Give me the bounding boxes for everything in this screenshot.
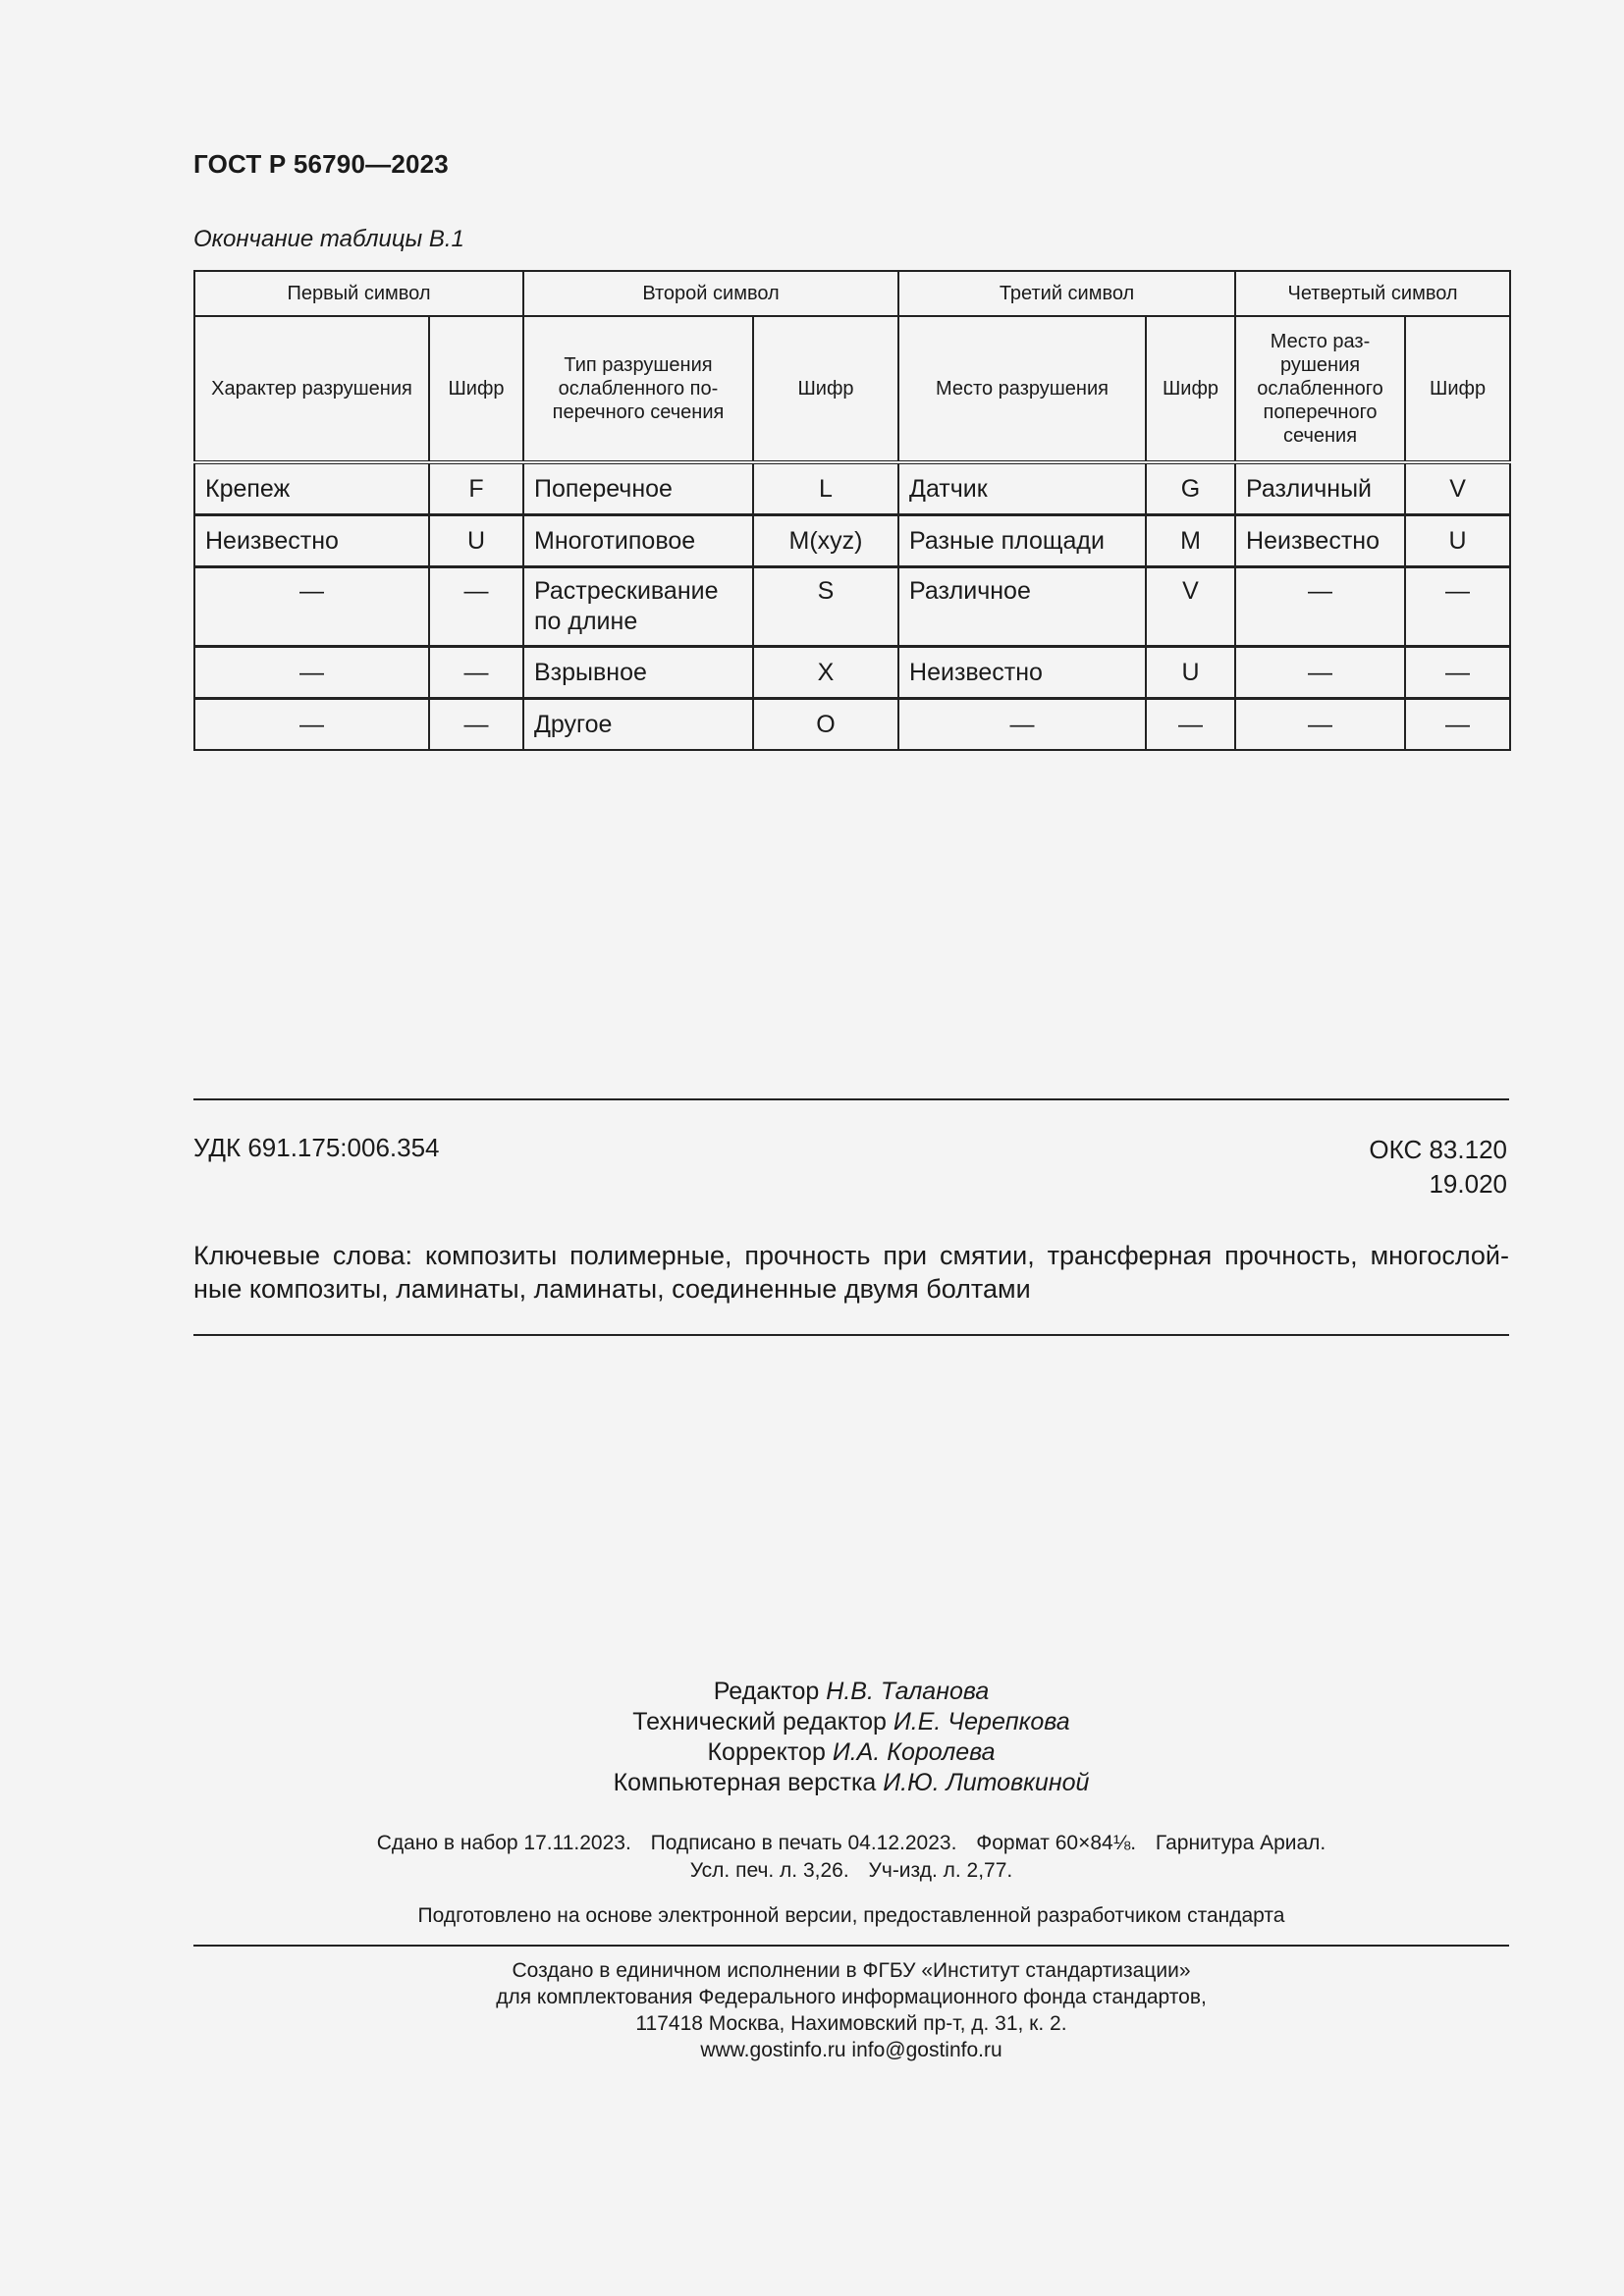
table-cell: — bbox=[429, 699, 523, 751]
table-row bbox=[194, 462, 1510, 515]
print-info-line-1 bbox=[193, 1830, 1509, 1857]
credit-role: Компьютерная верстка bbox=[613, 1769, 877, 1796]
email-link: info@gostinfo.ru bbox=[851, 2039, 1002, 2061]
oks-code bbox=[1369, 1133, 1507, 1201]
website-link: www.gostinfo.ru bbox=[700, 2039, 846, 2061]
oks-line-2: 19.020 bbox=[1429, 1169, 1507, 1199]
table-cell: — bbox=[898, 699, 1146, 751]
credit-person: Н.В. Таланова bbox=[826, 1678, 990, 1705]
divider-bottom bbox=[193, 1945, 1509, 1947]
divider-top bbox=[193, 1098, 1509, 1100]
table-cell: M(xyz) bbox=[753, 515, 898, 567]
table-cell: — bbox=[1405, 699, 1510, 751]
divider-keywords bbox=[193, 1334, 1509, 1336]
table-cell: L bbox=[753, 462, 898, 515]
signed-date: Подписано в печать 04.12.2023. bbox=[650, 1832, 957, 1854]
credit-role: Технический редактор bbox=[632, 1708, 887, 1735]
subheader-failure-type: Тип разрушения ослабленного по-перечного сечения bbox=[523, 316, 753, 462]
table-cell: — bbox=[429, 647, 523, 699]
udk-code: УДК 691.175:006.354 bbox=[193, 1133, 440, 1162]
group-header-third: Третий символ bbox=[898, 271, 1235, 316]
typeface: Гарнитура Ариал. bbox=[1155, 1832, 1326, 1854]
credit-role: Редактор bbox=[713, 1678, 820, 1705]
table-cell: Неизвестно bbox=[898, 647, 1146, 699]
subheader-code: Шифр bbox=[753, 316, 898, 462]
print-info bbox=[193, 1830, 1509, 1885]
credits bbox=[193, 1677, 1509, 1798]
table-cell: Многотиповое bbox=[523, 515, 753, 567]
table-cell: S bbox=[753, 567, 898, 647]
table-row bbox=[194, 647, 1510, 699]
paper-format: Формат 60×84⅛. bbox=[976, 1832, 1137, 1854]
table-cell: — bbox=[194, 647, 429, 699]
credit-tech-editor bbox=[193, 1707, 1509, 1737]
publisher-line-1: Создано в единичном исполнении в ФГБУ «Институт стандартизации» bbox=[512, 1959, 1191, 1982]
table-cell: — bbox=[1235, 699, 1405, 751]
table-cell: U bbox=[1405, 515, 1510, 567]
prepared-note: Подготовлено на основе электронной версии, предоставленной разработчиком стандарта bbox=[417, 1904, 1285, 1927]
subheader-failure-location: Место разрушения bbox=[898, 316, 1146, 462]
subheader-code: Шифр bbox=[429, 316, 523, 462]
table-cell: O bbox=[753, 699, 898, 751]
table-row bbox=[194, 699, 1510, 751]
publisher-sheets: Уч-изд. л. 2,77. bbox=[868, 1859, 1013, 1882]
publisher-address: 117418 Москва, Нахимовский пр-т, д. 31, к. 2. bbox=[635, 2012, 1067, 2035]
subheader-code: Шифр bbox=[1146, 316, 1235, 462]
credit-person: И.А. Королева bbox=[832, 1738, 996, 1766]
table-cell: Неизвестно bbox=[194, 515, 429, 567]
table-cell: V bbox=[1405, 462, 1510, 515]
credit-role: Корректор bbox=[707, 1738, 826, 1766]
table-row bbox=[194, 567, 1510, 647]
subheader-weakened-section-location: Место раз-рушения ослабленного поперечного сечения bbox=[1235, 316, 1405, 462]
table-cell: — bbox=[1235, 567, 1405, 647]
table-cell: V bbox=[1146, 567, 1235, 647]
table-cell: — bbox=[1146, 699, 1235, 751]
table-cell: Различный bbox=[1235, 462, 1405, 515]
credit-person: И.Ю. Литовкиной bbox=[883, 1769, 1090, 1796]
table-cell: G bbox=[1146, 462, 1235, 515]
document-code: ГОСТ Р 56790—2023 bbox=[193, 149, 449, 179]
print-sheets: Усл. печ. л. 3,26. bbox=[689, 1859, 849, 1882]
table-cell: Датчик bbox=[898, 462, 1146, 515]
print-info-line-2 bbox=[193, 1857, 1509, 1885]
table-row bbox=[194, 515, 1510, 567]
table-cell: Поперечное bbox=[523, 462, 753, 515]
credit-layout bbox=[193, 1768, 1509, 1798]
credit-editor bbox=[193, 1677, 1509, 1707]
table-cell: — bbox=[429, 567, 523, 647]
publisher-info bbox=[193, 1957, 1509, 2063]
table-cell: — bbox=[1235, 647, 1405, 699]
table-cell: Растрескивание по длине bbox=[523, 567, 753, 647]
table-cell: Различное bbox=[898, 567, 1146, 647]
table-cell: Крепеж bbox=[194, 462, 429, 515]
submitted-date: Сдано в набор 17.11.2023. bbox=[376, 1832, 631, 1854]
publisher-contacts bbox=[193, 2037, 1509, 2063]
subheader-code: Шифр bbox=[1405, 316, 1510, 462]
credit-proofreader bbox=[193, 1737, 1509, 1768]
failure-code-table bbox=[193, 270, 1511, 751]
table-cell: X bbox=[753, 647, 898, 699]
credit-person: И.Е. Черепкова bbox=[893, 1708, 1070, 1735]
subheader-failure-character: Характер разрушения bbox=[194, 316, 429, 462]
table-cell: F bbox=[429, 462, 523, 515]
table-cell: U bbox=[1146, 647, 1235, 699]
table-cell: Другое bbox=[523, 699, 753, 751]
table-cell: — bbox=[194, 567, 429, 647]
table-cell: Неизвестно bbox=[1235, 515, 1405, 567]
table-caption: Окончание таблицы В.1 bbox=[193, 226, 464, 252]
table-cell: U bbox=[429, 515, 523, 567]
table-cell: — bbox=[1405, 567, 1510, 647]
group-header-first: Первый символ bbox=[194, 271, 523, 316]
oks-line-1: ОКС 83.120 bbox=[1369, 1135, 1507, 1164]
group-header-second: Второй символ bbox=[523, 271, 898, 316]
publisher-line-2: для комплектования Федерального информационного фонда стандартов, bbox=[496, 1986, 1207, 2008]
table-cell: — bbox=[1405, 647, 1510, 699]
table-cell: Разные площади bbox=[898, 515, 1146, 567]
keywords: Ключевые слова: композиты полимерные, прочность при смятии, трансферная прочность, многослой-ные композиты, ламинаты, ламинаты, соединенные двумя болтами bbox=[193, 1241, 1509, 1304]
table-cell: Взрывное bbox=[523, 647, 753, 699]
group-header-fourth: Четвертый символ bbox=[1235, 271, 1510, 316]
table-cell: — bbox=[194, 699, 429, 751]
table-cell: M bbox=[1146, 515, 1235, 567]
